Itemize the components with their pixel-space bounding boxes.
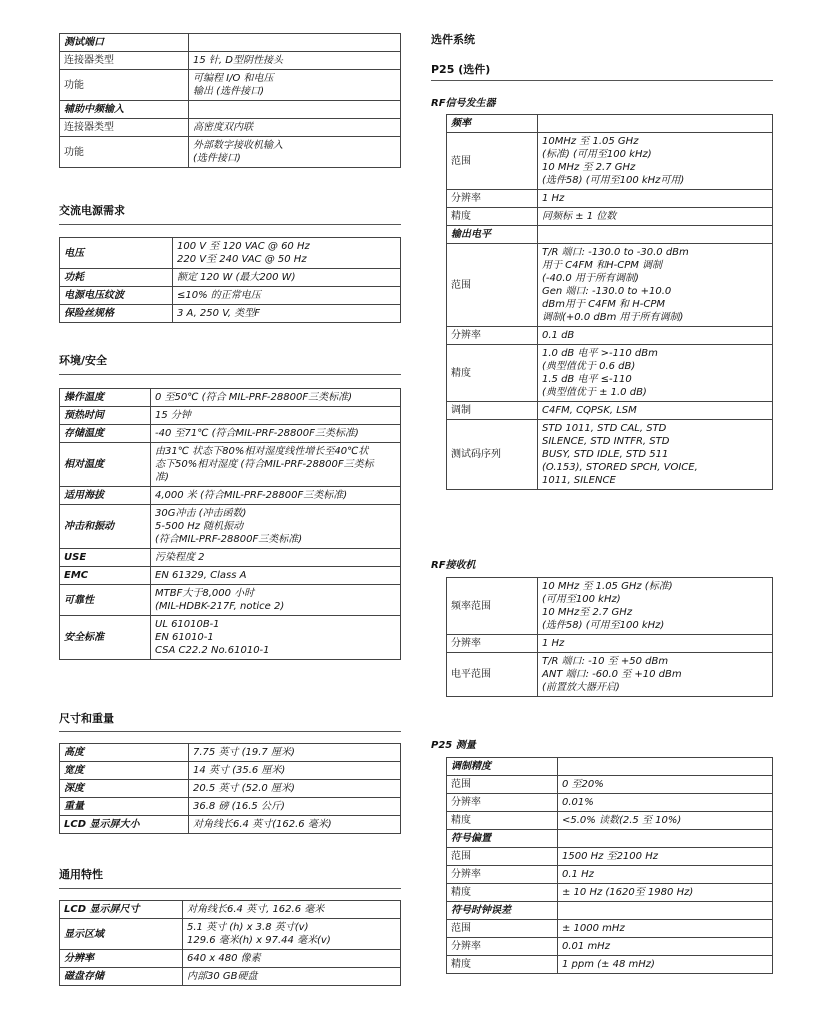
table-row — [60, 70, 401, 101]
p25-rule — [431, 80, 773, 81]
environment-rule — [59, 374, 401, 375]
group-row — [447, 115, 773, 133]
row-label: 分辨率 — [447, 190, 538, 208]
row-label: 电平范围 — [447, 653, 538, 697]
group-label: 输出电平 — [447, 226, 538, 244]
table-row — [60, 816, 401, 834]
row-label: 测试码序列 — [447, 420, 538, 490]
row-value: ± 1000 mHz — [558, 920, 773, 938]
row-label: 宽度 — [60, 762, 189, 780]
row-label: 磁盘存储 — [60, 968, 183, 986]
row-label: 分辨率 — [447, 327, 538, 345]
row-label: 功能 — [60, 137, 189, 168]
test-port-table-wrap — [59, 33, 401, 168]
row-value: 1 ppm (± 48 mHz) — [558, 956, 773, 974]
row-value: 640 x 480 像素 — [183, 950, 401, 968]
row-value: 对角线长6.4 英寸, 162.6 毫米 — [183, 901, 401, 919]
table-row — [60, 798, 401, 816]
table-row — [60, 901, 401, 919]
row-value: 0 至20% — [558, 776, 773, 794]
row-label: 精度 — [447, 956, 558, 974]
test-port-table — [59, 33, 401, 168]
table-row — [447, 794, 773, 812]
row-label: 保险丝规格 — [60, 305, 173, 323]
table-row — [60, 585, 401, 616]
rfrx-table — [446, 577, 773, 697]
row-value: 15 针, D型阴性接头 — [189, 52, 401, 70]
table-row — [447, 866, 773, 884]
row-value — [189, 101, 401, 119]
table-row — [60, 919, 401, 950]
table-row — [60, 616, 401, 660]
table-row — [447, 208, 773, 226]
row-label: 精度 — [447, 884, 558, 902]
options-title: 选件系统 — [431, 33, 475, 46]
row-value: 14 英寸 (35.6 厘米) — [189, 762, 401, 780]
row-value: 内部30 GB硬盘 — [183, 968, 401, 986]
ac-power-table-wrap — [59, 237, 401, 323]
group-label: 符号偏置 — [447, 830, 558, 848]
table-row — [447, 578, 773, 635]
table-row — [447, 345, 773, 402]
environment-table — [59, 388, 401, 660]
row-value: 0.1 dB — [538, 327, 773, 345]
table-row — [60, 287, 401, 305]
row-label: 重量 — [60, 798, 189, 816]
row-value: 3 A, 250 V, 类型F — [173, 305, 401, 323]
row-value — [558, 902, 773, 920]
row-value — [538, 115, 773, 133]
p25meas-table — [446, 757, 773, 974]
table-row — [447, 884, 773, 902]
group-row — [447, 226, 773, 244]
row-value: 10 MHz 至 1.05 GHz (标准) (可用至100 kHz) 10 MHz至 2.7 GHz (选件58) (可用至100 kHz) — [538, 578, 773, 635]
dimensions-rule — [59, 731, 401, 732]
rfgen-title: RF信号发生器 — [431, 98, 496, 109]
row-value: MTBF大于8,000 小时 (MIL-HDBK-217F, notice 2) — [151, 585, 401, 616]
row-value: ≤10% 的正常电压 — [173, 287, 401, 305]
environment-title: 环境/安全 — [59, 354, 108, 367]
group-label: 测试端口 — [60, 34, 189, 52]
row-value: T/R 端口: -130.0 to -30.0 dBm 用于 C4FM 和H-CPM 调制 (-40.0 用于所有调制) Gen 端口: -130.0 to +10.0 dBm用于 C4FM 和 H-CPM 调制(+0.0 dBm 用于所有调制) — [538, 244, 773, 327]
general-title: 通用特性 — [59, 868, 103, 881]
row-label: 分辨率 — [447, 938, 558, 956]
group-label: 辅助中频输入 — [60, 101, 189, 119]
table-row — [60, 305, 401, 323]
table-row — [447, 420, 773, 490]
row-value: 1500 Hz 至2100 Hz — [558, 848, 773, 866]
row-label: 分辨率 — [447, 866, 558, 884]
row-value: ± 10 Hz (1620至 1980 Hz) — [558, 884, 773, 902]
table-row — [60, 505, 401, 549]
row-value: T/R 端口: -10 至 +50 dBm ANT 端口: -60.0 至 +10 dBm (前置放大器开启) — [538, 653, 773, 697]
row-label: 范围 — [447, 776, 558, 794]
table-row — [60, 950, 401, 968]
row-value: <5.0% 读数(2.5 至 10%) — [558, 812, 773, 830]
row-value: 1 Hz — [538, 635, 773, 653]
row-value: 36.8 磅 (16.5 公斤) — [189, 798, 401, 816]
dimensions-table-wrap — [59, 743, 401, 834]
table-row — [447, 635, 773, 653]
table-row — [60, 443, 401, 487]
table-row — [60, 968, 401, 986]
rfrx-table-wrap — [446, 577, 773, 697]
row-label: 存储温度 — [60, 425, 151, 443]
table-row — [447, 956, 773, 974]
table-row — [447, 653, 773, 697]
row-value: 0.01 mHz — [558, 938, 773, 956]
row-value: UL 61010B-1 EN 61010-1 CSA C22.2 No.61010-1 — [151, 616, 401, 660]
rfgen-table — [446, 114, 773, 490]
row-label: 适用海拔 — [60, 487, 151, 505]
row-value: 1.0 dB 电平 >-110 dBm (典型值优于 0.6 dB) 1.5 dB 电平 ≤-110 (典型值优于 ± 1.0 dB) — [538, 345, 773, 402]
general-table — [59, 900, 401, 986]
table-row — [60, 389, 401, 407]
row-label: USE — [60, 549, 151, 567]
table-row — [447, 402, 773, 420]
row-label: 分辨率 — [447, 635, 538, 653]
row-value: 1 Hz — [538, 190, 773, 208]
environment-table-wrap — [59, 388, 401, 660]
row-value: 对角线长6.4 英寸(162.6 毫米) — [189, 816, 401, 834]
table-row — [60, 780, 401, 798]
p25meas-title: P25 测量 — [431, 740, 476, 751]
row-label: 频率范围 — [447, 578, 538, 635]
row-value: 30G冲击 (冲击函数) 5-500 Hz 随机振动 (符合MIL-PRF-28800F三类标准) — [151, 505, 401, 549]
group-label: 频率 — [447, 115, 538, 133]
table-row — [60, 119, 401, 137]
general-table-wrap — [59, 900, 401, 986]
row-value — [558, 830, 773, 848]
row-value: 20.5 英寸 (52.0 厘米) — [189, 780, 401, 798]
table-row — [60, 137, 401, 168]
p25meas-table-wrap — [446, 757, 773, 974]
row-value: 由31℃ 状态下80%相对湿度线性增长至40℃状 态下50%相对湿度 (符合MIL-PRF-28800F三类标 准) — [151, 443, 401, 487]
row-label: 连接器类型 — [60, 52, 189, 70]
rfrx-title: RF接收机 — [431, 560, 476, 571]
group-row — [60, 34, 401, 52]
table-row — [60, 744, 401, 762]
row-value — [189, 34, 401, 52]
row-value: 0 至50℃ (符合 MIL-PRF-28800F三类标准) — [151, 389, 401, 407]
table-row — [447, 812, 773, 830]
row-value: -40 至71℃ (符合MIL-PRF-28800F三类标准) — [151, 425, 401, 443]
row-label: 功能 — [60, 70, 189, 101]
row-label: 范围 — [447, 133, 538, 190]
row-label: 高度 — [60, 744, 189, 762]
row-value — [538, 226, 773, 244]
row-label: LCD 显示屏大小 — [60, 816, 189, 834]
row-value: 额定 120 W (最大200 W) — [173, 269, 401, 287]
row-value: 15 分钟 — [151, 407, 401, 425]
row-label: 分辨率 — [60, 950, 183, 968]
rfgen-table-wrap — [446, 114, 773, 490]
group-row — [60, 101, 401, 119]
group-label: 调制精度 — [447, 758, 558, 776]
row-label: 电源电压纹波 — [60, 287, 173, 305]
row-label: 范围 — [447, 920, 558, 938]
row-value: 10MHz 至 1.05 GHz (标准) (可用至100 kHz) 10 MHz 至 2.7 GHz (选件58) (可用至100 kHz可用) — [538, 133, 773, 190]
table-row — [60, 269, 401, 287]
row-label: 预热时间 — [60, 407, 151, 425]
row-value: 同频标 ± 1 位数 — [538, 208, 773, 226]
row-label: 深度 — [60, 780, 189, 798]
row-label: 分辨率 — [447, 794, 558, 812]
row-value: 污染程度 2 — [151, 549, 401, 567]
row-value: 0.01% — [558, 794, 773, 812]
table-row — [60, 52, 401, 70]
row-label: 可靠性 — [60, 585, 151, 616]
row-label: LCD 显示屏尺寸 — [60, 901, 183, 919]
row-label: 连接器类型 — [60, 119, 189, 137]
row-label: 范围 — [447, 244, 538, 327]
row-value: 可编程 I/O 和电压 输出 (选件接口) — [189, 70, 401, 101]
row-label: 精度 — [447, 345, 538, 402]
table-row — [447, 133, 773, 190]
table-row — [447, 327, 773, 345]
row-value: EN 61329, Class A — [151, 567, 401, 585]
row-label: 相对温度 — [60, 443, 151, 487]
table-row — [447, 848, 773, 866]
row-label: 调制 — [447, 402, 538, 420]
ac-power-table — [59, 237, 401, 323]
table-row — [447, 244, 773, 327]
table-row — [60, 762, 401, 780]
table-row — [60, 567, 401, 585]
row-label: EMC — [60, 567, 151, 585]
row-label: 操作温度 — [60, 389, 151, 407]
group-row — [447, 758, 773, 776]
ac-power-title: 交流电源需求 — [59, 204, 125, 217]
ac-power-rule — [59, 224, 401, 225]
row-value: 7.75 英寸 (19.7 厘米) — [189, 744, 401, 762]
group-row — [447, 830, 773, 848]
table-row — [60, 238, 401, 269]
row-value: 4,000 米 (符合MIL-PRF-28800F三类标准) — [151, 487, 401, 505]
group-label: 符号时钟误差 — [447, 902, 558, 920]
row-label: 范围 — [447, 848, 558, 866]
table-row — [447, 920, 773, 938]
row-value: 外部数字接收机输入 (选件接口) — [189, 137, 401, 168]
row-value: 100 V 至 120 VAC @ 60 Hz 220 V至 240 VAC @ 50 Hz — [173, 238, 401, 269]
table-row — [60, 549, 401, 567]
dimensions-title: 尺寸和重量 — [59, 712, 114, 725]
group-row — [447, 902, 773, 920]
row-value: 5.1 英寸 (h) x 3.8 英寸(v) 129.6 毫米(h) x 97.44 毫米(v) — [183, 919, 401, 950]
row-label: 安全标准 — [60, 616, 151, 660]
table-row — [60, 487, 401, 505]
row-value — [558, 758, 773, 776]
row-label: 功耗 — [60, 269, 173, 287]
row-value: 高密度双内联 — [189, 119, 401, 137]
row-label: 电压 — [60, 238, 173, 269]
row-value: STD 1011, STD CAL, STD SILENCE, STD INTFR, STD BUSY, STD IDLE, STD 511 (O.153), STORED SPCH, VOICE, 1011, SILENCE — [538, 420, 773, 490]
table-row — [447, 938, 773, 956]
row-value: 0.1 Hz — [558, 866, 773, 884]
p25-title: P25 (选件) — [431, 63, 491, 76]
general-rule — [59, 888, 401, 889]
table-row — [60, 407, 401, 425]
table-row — [60, 425, 401, 443]
table-row — [447, 190, 773, 208]
row-label: 显示区域 — [60, 919, 183, 950]
table-row — [447, 776, 773, 794]
row-label: 精度 — [447, 812, 558, 830]
row-label: 精度 — [447, 208, 538, 226]
row-label: 冲击和振动 — [60, 505, 151, 549]
dimensions-table — [59, 743, 401, 834]
row-value: C4FM, CQPSK, LSM — [538, 402, 773, 420]
